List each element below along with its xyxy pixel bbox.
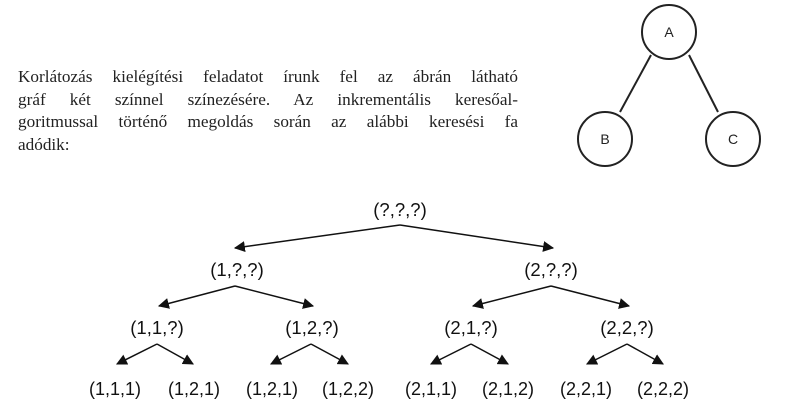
graph-edge-a-b [620, 55, 651, 112]
graph-node-b-label: B [600, 131, 610, 147]
tree-node-level1: (2,?,?) [524, 259, 578, 280]
graph-edge-a-c [689, 55, 718, 112]
graph-node-b [578, 112, 632, 166]
tree-node-root: (?,?,?) [373, 199, 427, 220]
description-line-1: Korlátozás kielégítési feladatot írunk fel az ábrán látható [18, 67, 518, 86]
tree-edge [627, 344, 663, 364]
graph-node-c [706, 112, 760, 166]
tree-edge [473, 286, 551, 306]
tree-leaf: (2,1,1) [404, 379, 458, 399]
description-line-4: adódik: [18, 134, 70, 154]
tree-edge [551, 286, 629, 306]
tree-leaf: (2,1,2) [481, 379, 535, 399]
tree-leaf: (1,1,1) [88, 379, 142, 399]
tree-leaf: (1,2,1) [245, 379, 299, 399]
tree-leaf: (2,2,1) [559, 379, 613, 399]
graph-node-c-label: C [727, 131, 739, 147]
tree-edge [471, 344, 508, 364]
tree-node-level2: (1,1,?) [130, 317, 184, 338]
tree-edge [587, 344, 627, 364]
description-line-2: gráf két színnel színezésére. Az inkrementális keresőal- [18, 89, 518, 109]
tree-edge [400, 225, 553, 248]
tree-edge [235, 225, 400, 248]
tree-node-level2: (1,2,?) [285, 317, 339, 338]
tree-node-level1: (1,?,?) [210, 259, 264, 280]
tree-leaf: (2,2,2) [636, 379, 690, 399]
tree-edge [235, 286, 313, 306]
search-tree [117, 225, 663, 364]
tree-leaf: (1,2,2) [321, 379, 375, 399]
graph-node-a-label: A [664, 24, 674, 40]
tree-node-level2: (2,2,?) [600, 317, 654, 338]
tree-edge [117, 344, 157, 364]
tree-edge [311, 344, 348, 364]
graph-node-a [642, 5, 696, 59]
tree-node-level2: (2,1,?) [444, 317, 498, 338]
description-line-3: goritmussal történő megoldás során az alábbi keresési fa [18, 112, 518, 131]
constraint-graph [578, 5, 760, 166]
tree-edge [159, 286, 235, 306]
tree-edge [271, 344, 311, 364]
tree-edge [157, 344, 193, 364]
tree-edge [431, 344, 471, 364]
tree-leaf: (1,2,1) [167, 379, 221, 399]
